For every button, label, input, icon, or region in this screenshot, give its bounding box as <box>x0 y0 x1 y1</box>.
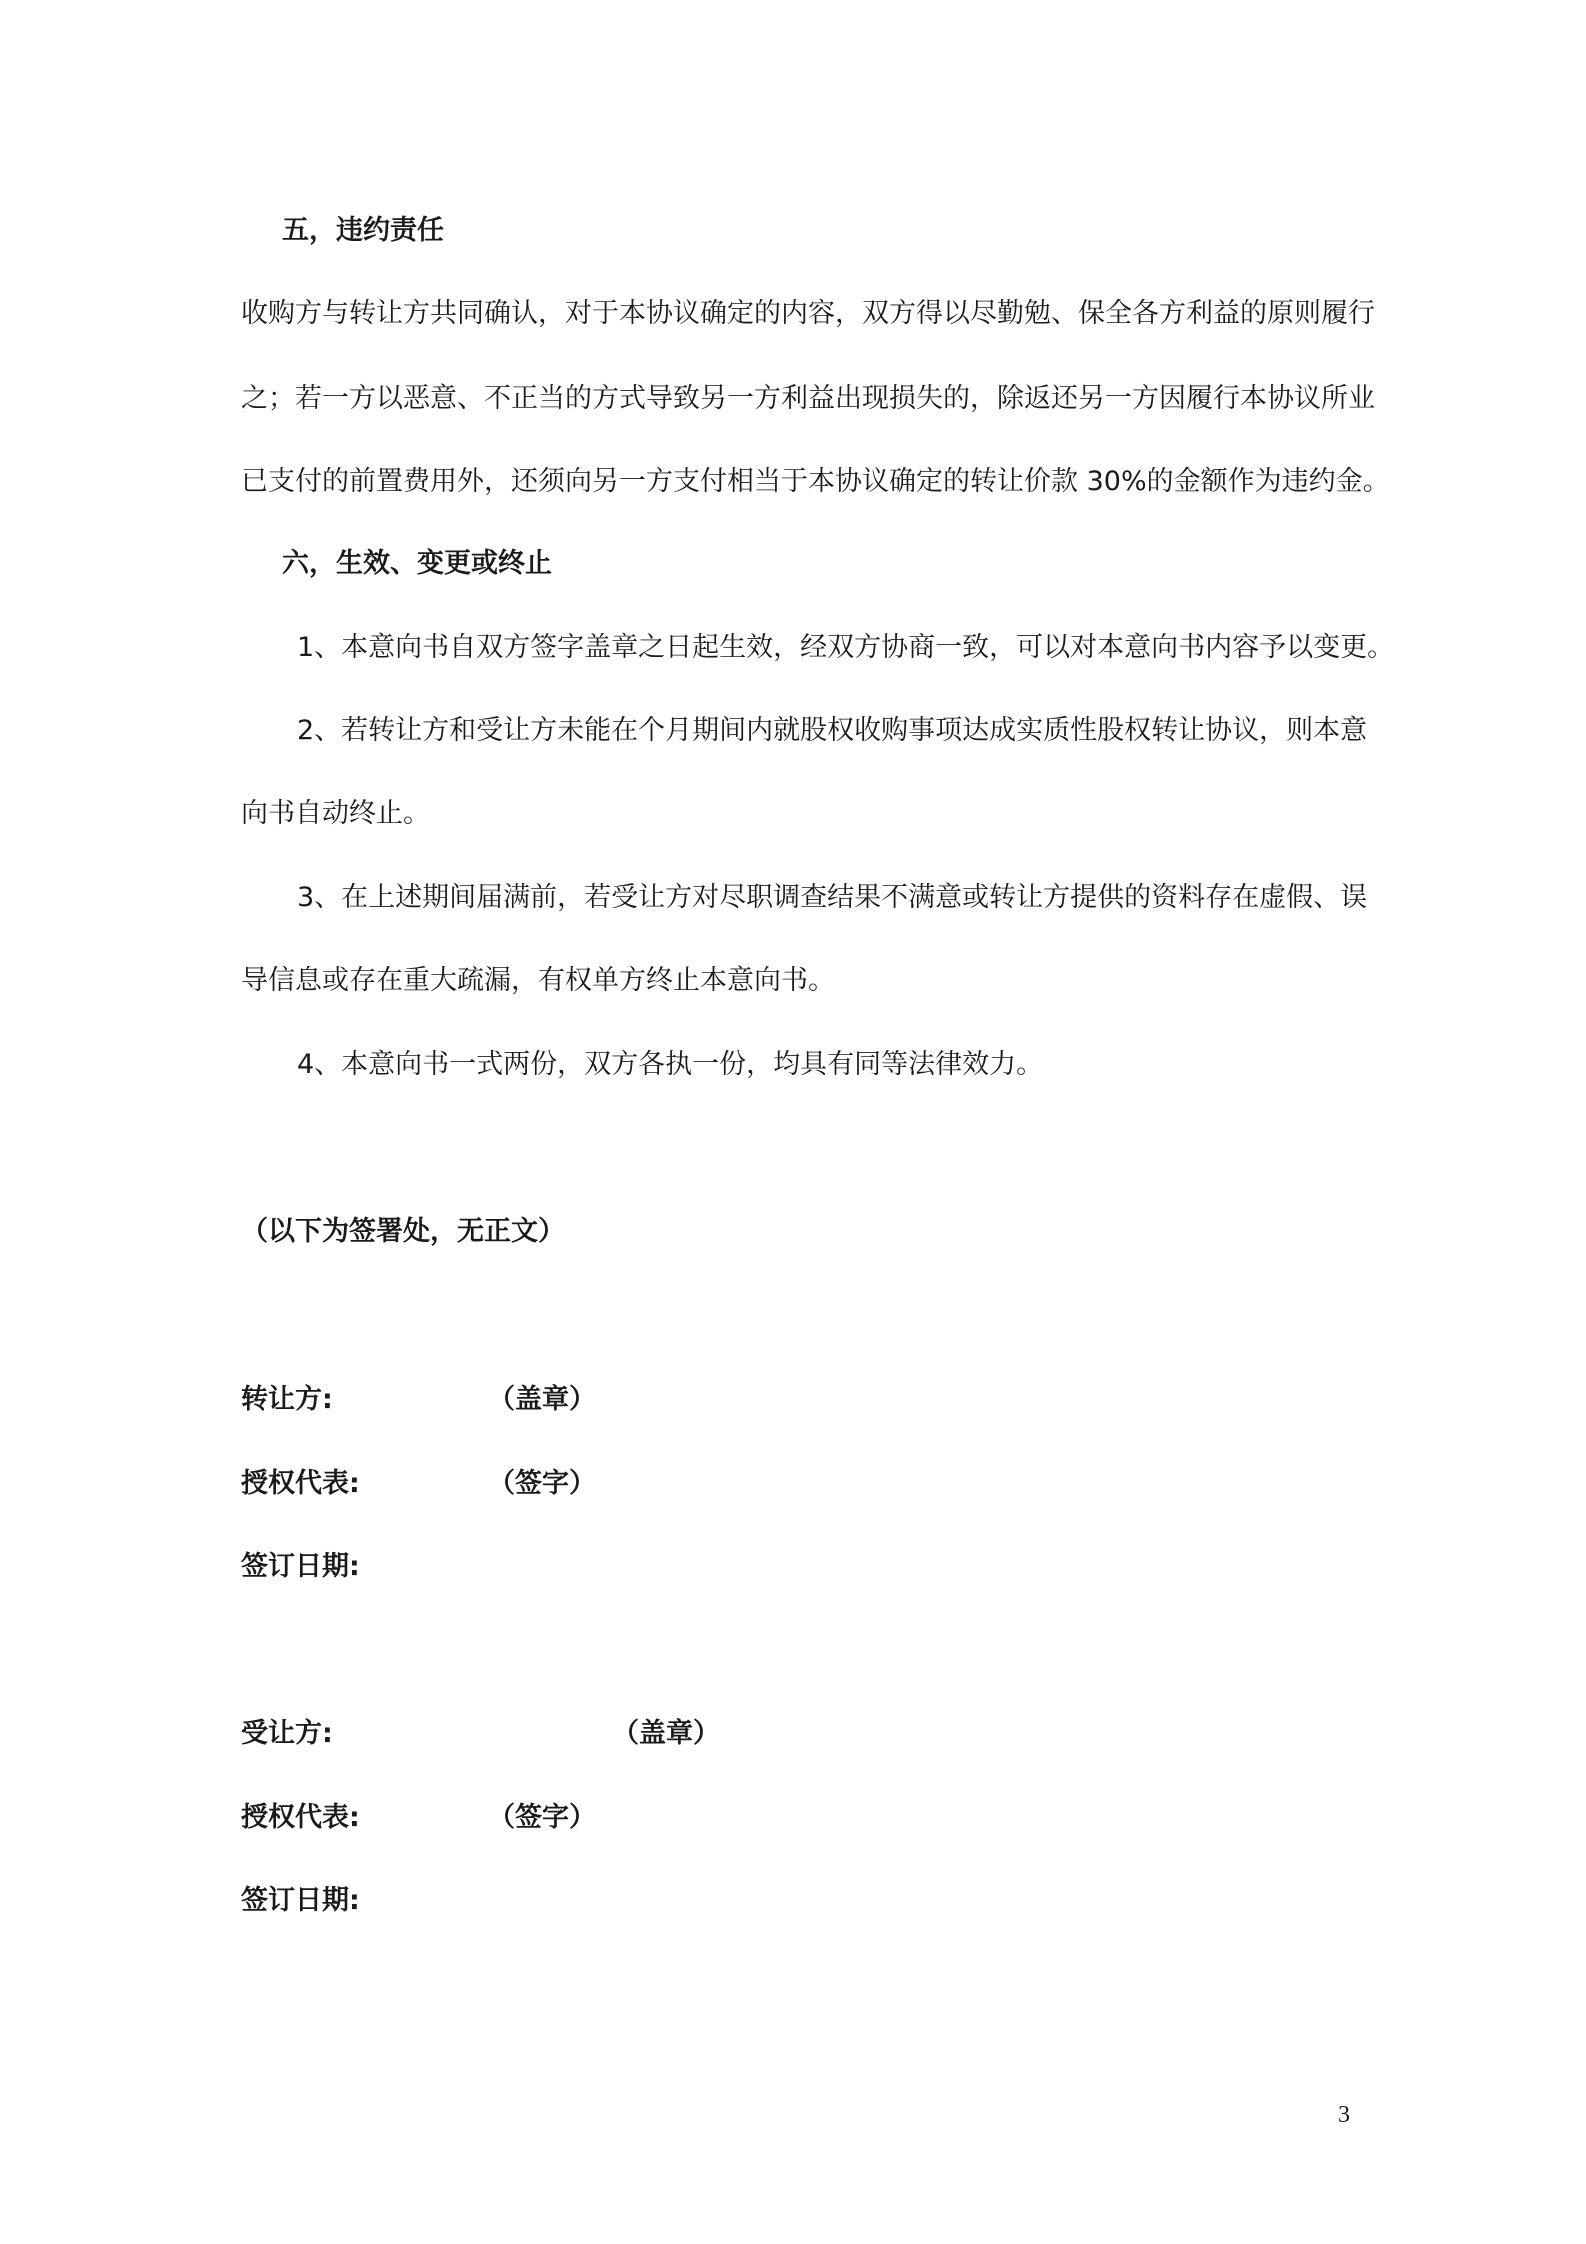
section6-item-2-line-2: 向书自动终止。 <box>241 798 430 829</box>
section5-line-3: 已支付的前置费用外，还须向另一方支付相当于本协议确定的转让价款 30%的金额作为违约金。 <box>241 466 1390 497</box>
transferor-sign-mark: （签字） <box>488 1468 596 1499</box>
signature-note: （以下为签署处，无正文） <box>241 1216 565 1247</box>
section6-heading: 六，生效、变更或终止 <box>282 548 552 579</box>
transferor-date-label: 签订日期: <box>241 1551 360 1582</box>
section6-item-4: 4、本意向书一式两份，双方各执一份，均具有同等法律效力。 <box>297 1049 1044 1080</box>
section6-item-3-line-1: 3、在上述期间届满前，若受让方对尽职调查结果不满意或转让方提供的资料存在虚假、误 <box>297 882 1368 913</box>
transferor-seal-mark: （盖章） <box>488 1384 596 1415</box>
section5-line-2: 之；若一方以恶意、不正当的方式导致另一方利益出现损失的，除返还另一方因履行本协议所业 <box>241 383 1375 414</box>
section6-item-2-line-1: 2、若转让方和受让方未能在个月期间内就股权收购事项达成实质性股权转让协议，则本意 <box>297 715 1368 746</box>
section5-line-1: 收购方与转让方共同确认，对于本协议确定的内容，双方得以尽勤勉、保全各方利益的原则履行 <box>241 298 1375 329</box>
transferee-seal-mark: （盖章） <box>612 1718 720 1749</box>
transferee-sign-mark: （签字） <box>488 1802 596 1833</box>
transferor-label: 转让方: <box>241 1384 333 1415</box>
section6-item-1: 1、本意向书自双方签字盖章之日起生效，经双方协商一致，可以对本意向书内容予以变更。 <box>297 632 1395 663</box>
transferee-label: 受让方: <box>241 1718 333 1749</box>
page-number: 3 <box>1338 2102 1350 2128</box>
section5-heading: 五，违约责任 <box>282 215 444 246</box>
transferee-rep-label: 授权代表: <box>241 1802 360 1833</box>
transferee-date-label: 签订日期: <box>241 1885 360 1916</box>
section6-item-3-line-2: 导信息或存在重大疏漏，有权单方终止本意向书。 <box>241 965 835 996</box>
transferor-rep-label: 授权代表: <box>241 1468 360 1499</box>
